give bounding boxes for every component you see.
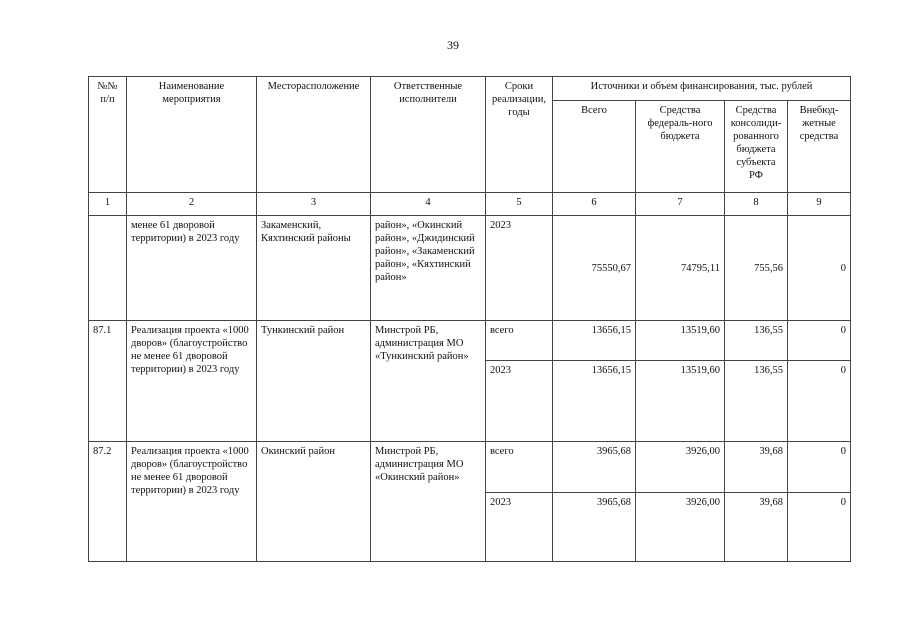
column-number: 9 [788, 193, 851, 216]
row-federal: 13519,60 [636, 361, 725, 442]
table-row [89, 442, 851, 493]
row-total: 3965,68 [553, 493, 636, 562]
row-num: 87.2 [89, 442, 127, 562]
funding-table [88, 76, 851, 562]
row-responsible: район», «Окинский район», «Джидинский район», «Закаменский район», «Кяхтинский район» [371, 216, 486, 321]
row-period: 2023 [486, 361, 553, 442]
header-col-extra: Внебюд-жетные средства [788, 101, 851, 193]
row-regional: 136,55 [725, 361, 788, 442]
row-extra: 0 [788, 493, 851, 562]
row-num [89, 216, 127, 321]
row-location: Тункинский район [257, 321, 371, 442]
row-federal: 13519,60 [636, 321, 725, 361]
row-total: 13656,15 [553, 321, 636, 361]
header-col-period: Сроки реализации, годы [486, 77, 553, 193]
row-location: Закаменский, Кяхтинский районы [257, 216, 371, 321]
column-number: 5 [486, 193, 553, 216]
column-number: 4 [371, 193, 486, 216]
column-number: 7 [636, 193, 725, 216]
header-col-num: №№ п/п [89, 77, 127, 193]
header-col-regional: Средства консолиди-рованного бюджета субъекта РФ [725, 101, 788, 193]
row-period: 2023 [486, 216, 553, 321]
header-col-location: Месторасположение [257, 77, 371, 193]
table-row [89, 321, 851, 361]
row-responsible: Минстрой РБ, администрация МО «Тункинский район» [371, 321, 486, 442]
row-federal: 3926,00 [636, 493, 725, 562]
header-funding-group: Источники и объем финансирования, тыс. рублей [553, 77, 851, 101]
column-number: 2 [127, 193, 257, 216]
header-col-responsible: Ответственные исполнители [371, 77, 486, 193]
row-extra: 0 [788, 321, 851, 361]
row-federal: 3926,00 [636, 442, 725, 493]
row-location: Окинский район [257, 442, 371, 562]
row-num: 87.1 [89, 321, 127, 442]
row-period: всего [486, 442, 553, 493]
row-period: всего [486, 321, 553, 361]
row-total: 75550,67 [553, 216, 636, 321]
row-federal: 74795,11 [636, 216, 725, 321]
column-number: 1 [89, 193, 127, 216]
column-number: 3 [257, 193, 371, 216]
row-regional: 39,68 [725, 493, 788, 562]
column-number: 6 [553, 193, 636, 216]
row-total: 13656,15 [553, 361, 636, 442]
row-period: 2023 [486, 493, 553, 562]
header-col-federal: Средства федераль-ного бюджета [636, 101, 725, 193]
row-extra: 0 [788, 216, 851, 321]
row-extra: 0 [788, 442, 851, 493]
header-col-total: Всего [553, 101, 636, 193]
row-name: Реализация проекта «1000 дворов» (благоустройство не менее 61 дворовой территории) в 2023 году [127, 442, 257, 562]
page-number: 39 [447, 38, 459, 52]
table-row [89, 216, 851, 321]
header-col-name: Наименование мероприятия [127, 77, 257, 193]
row-name: Реализация проекта «1000 дворов» (благоустройство не менее 61 дворовой территории) в 2023 году [127, 321, 257, 442]
column-number: 8 [725, 193, 788, 216]
row-extra: 0 [788, 361, 851, 442]
row-regional: 39,68 [725, 442, 788, 493]
row-total: 3965,68 [553, 442, 636, 493]
row-responsible: Минстрой РБ, администрация МО «Окинский район» [371, 442, 486, 562]
column-numbers-row [89, 193, 851, 216]
row-regional: 136,55 [725, 321, 788, 361]
row-regional: 755,56 [725, 216, 788, 321]
row-name: менее 61 дворовой территории) в 2023 году [127, 216, 257, 321]
